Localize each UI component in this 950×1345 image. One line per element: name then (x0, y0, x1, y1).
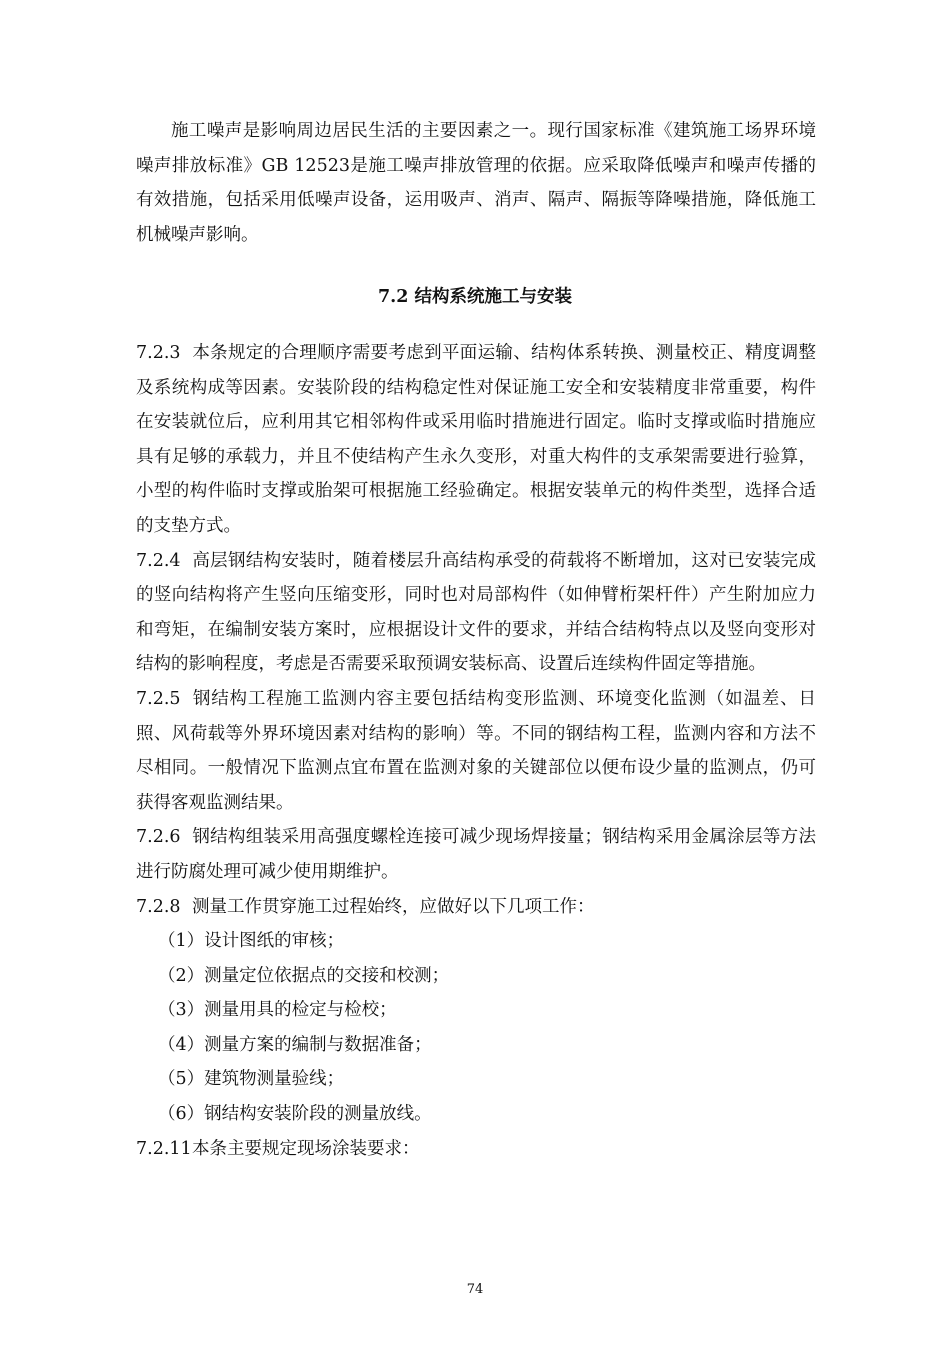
clause-number: 7.2.11 (136, 1138, 192, 1159)
clause-7-2-3 (136, 336, 816, 544)
page-number: 74 (466, 1282, 484, 1297)
clause-text: 钢结构工程施工监测内容主要包括结构变形监测、环境变化监测（如温差、日照、风荷载等外界环境因素对结构的影响）等。不同的钢结构工程，监测内容和方法不尽相同。一般情况下监测点宜布置在监测对象的关键部位以便布设少量的监测点，仍可获得客观监测结果。 (136, 688, 816, 813)
list-item: （1）设计图纸的审核； (158, 931, 345, 952)
survey-work-list (136, 924, 816, 1132)
clause-7-2-11 (136, 1132, 816, 1167)
clause-text: 本条规定的合理顺序需要考虑到平面运输、结构体系转换、测量校正、精度调整及系统构成等因素。安装阶段的结构稳定性对保证施工安全和安装精度非常重要，构件在安装就位后，应利用其它相邻构件或采用临时措施进行固定。临时支撑或临时措施应具有足够的承载力，并且不使结构产生永久变形，对重大构件的支承架需要进行验算，小型的构件临时支撑或胎架可根据施工经验确定。根据安装单元的构件类型，选择合适的支垫方式。 (136, 343, 816, 536)
section-heading: 7.2 结构系统施工与安装 (377, 287, 573, 307)
clause-number: 7.2.3 (136, 343, 181, 363)
clause-text: 本条主要规定现场涂装要求： (192, 1138, 420, 1159)
clause-number: 7.2.8 (136, 896, 181, 917)
clause-7-2-6 (136, 820, 816, 889)
clause-text: 钢结构组装采用高强度螺栓连接可减少现场焊接量；钢结构采用金属涂层等方法进行防腐处理可减少使用期维护。 (136, 827, 816, 882)
clause-number: 7.2.4 (136, 550, 181, 571)
clause-7-2-5 (136, 682, 816, 820)
clause-7-2-4 (136, 544, 816, 682)
list-item: （3）测量用具的检定与检校； (158, 1000, 397, 1021)
clause-text: 高层钢结构安装时，随着楼层升高结构承受的荷载将不断增加，这对已安装完成的竖向结构将产生竖向压缩变形，同时也对局部构件（如伸臂桁架杆件）产生附加应力和弯矩，在编制安装方案时，应根据设计文件的要求，并结合结构特点以及竖向变形对结构的影响程度，考虑是否需要采取预调安装标高、设置后连续构件固定等措施。 (136, 550, 816, 675)
clause-number: 7.2.5 (136, 688, 181, 709)
clause-number: 7.2.6 (136, 827, 181, 848)
clause-7-2-8 (136, 890, 816, 925)
list-item: （2）测量定位依据点的交接和校测； (158, 965, 450, 986)
clauses-body (136, 336, 816, 1166)
list-item: （6）钢结构安装阶段的测量放线。 (158, 1104, 432, 1125)
list-item: （5）建筑物测量验线； (158, 1069, 345, 1090)
list-item: （4）测量方案的编制与数据准备； (158, 1034, 432, 1055)
clause-text: 测量工作贯穿施工过程始终，应做好以下几项工作： (192, 896, 595, 917)
intro-paragraph: 施工噪声是影响周边居民生活的主要因素之一。现行国家标准《建筑施工场界环境噪声排放标准》GB 12523是施工噪声排放管理的依据。应采取降低噪声和噪声传播的有效措施，包括采用低噪声设备，运用吸声、消声、隔声、隔振等降噪措施，降低施工机械噪声影响。 (136, 121, 816, 245)
